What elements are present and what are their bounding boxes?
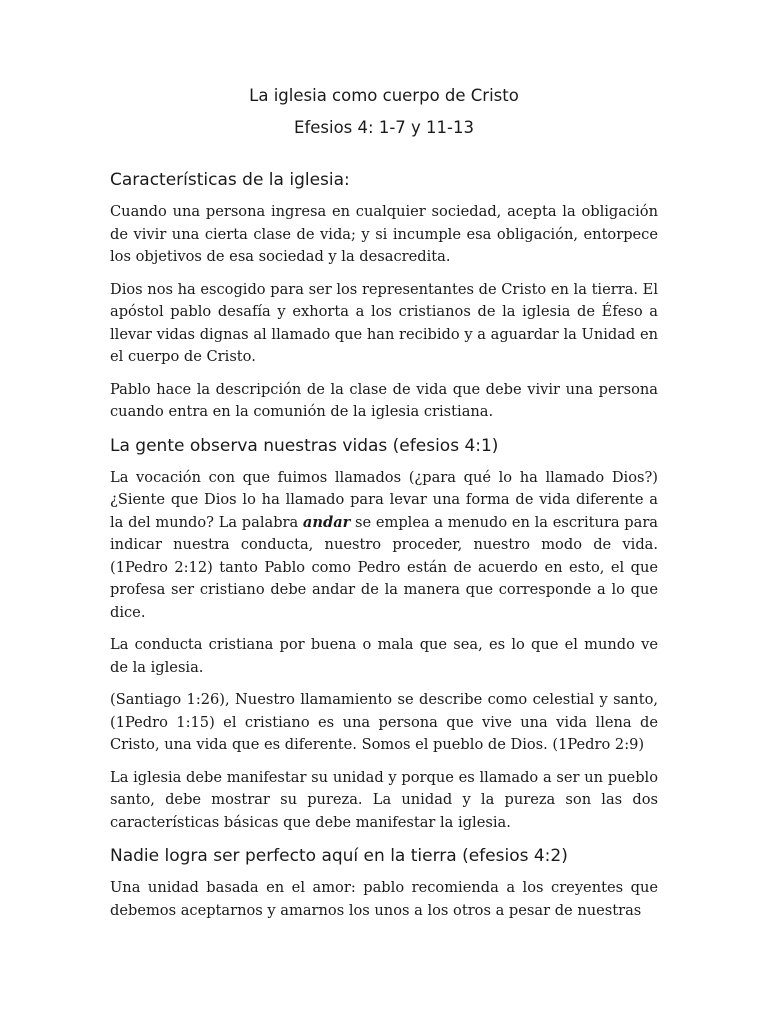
paragraph-4 bbox=[110, 467, 658, 625]
paragraph-3: Pablo hace la descripción de la clase de vida que debe vivir una persona cuando entra en la comunión de la iglesia cristiana. bbox=[110, 380, 658, 420]
emphasis-andar: andar bbox=[302, 513, 351, 531]
document-title: La iglesia como cuerpo de Cristo bbox=[249, 86, 519, 105]
paragraph-2: Dios nos ha escogido para ser los representantes de Cristo en la tierra. El apóstol pablo desafía y exhorta a los cristianos de la iglesia de Éfeso a llevar vidas dignas al llamado que han recibido y a aguardar la Unidad en el cuerpo de Cristo. bbox=[110, 280, 658, 365]
paragraph-6: (Santiago 1:26), Nuestro llamamiento se describe como celestial y santo, (1Pedro 1:15) el cristiano es una persona que vive una vida llena de Cristo, una vida que es diferente. Somos el pueblo de Dios. (1Pedro 2:9) bbox=[110, 691, 658, 753]
paragraph-7: La iglesia debe manifestar su unidad y porque es llamado a ser un pueblo santo, debe mostrar su pureza. La unidad y la pureza son las dos características básicas que debe manifestar la iglesia. bbox=[110, 768, 658, 831]
paragraph-4-text-a: La vocación con que fuimos llamados (¿para qué lo ha llamado Dios?) ¿Siente que Dios lo ha llamado para levar una forma de vida diferente a la del mundo? La palabra bbox=[110, 468, 658, 531]
paragraph-4-text-b: se emplea a menudo en la escritura para indicar nuestra conducta, nuestro proceder, nuestro modo de vida. (1Pedro 2:12) tanto Pablo como Pedro están de acuerdo en esto, el que profesa ser cristiano debe andar de la manera que corresponde a lo que dice. bbox=[110, 513, 658, 621]
document-subtitle: Efesios 4: 1-7 y 11-13 bbox=[294, 118, 474, 137]
paragraph-8: Una unidad basada en el amor: pablo recomienda a los creyentes que debemos aceptarnos y amarnos los unos a los otros a pesar de nuestras bbox=[110, 879, 658, 919]
section-heading-caracteristicas: Características de la iglesia: bbox=[110, 170, 350, 190]
section-heading-nadie-perfecto: Nadie logra ser perfecto aquí en la tierra (efesios 4:2) bbox=[110, 846, 568, 866]
paragraph-5: La conducta cristiana por buena o mala que sea, es lo que el mundo ve de la iglesia. bbox=[110, 636, 658, 676]
paragraph-1: Cuando una persona ingresa en cualquier sociedad, acepta la obligación de vivir una cierta clase de vida; y si incumple esa obligación, entorpece los objetivos de esa sociedad y la desacredita. bbox=[110, 203, 658, 265]
document-body bbox=[110, 84, 658, 932]
section-heading-gente-observa: La gente observa nuestras vidas (efesios 4:1) bbox=[110, 435, 499, 456]
